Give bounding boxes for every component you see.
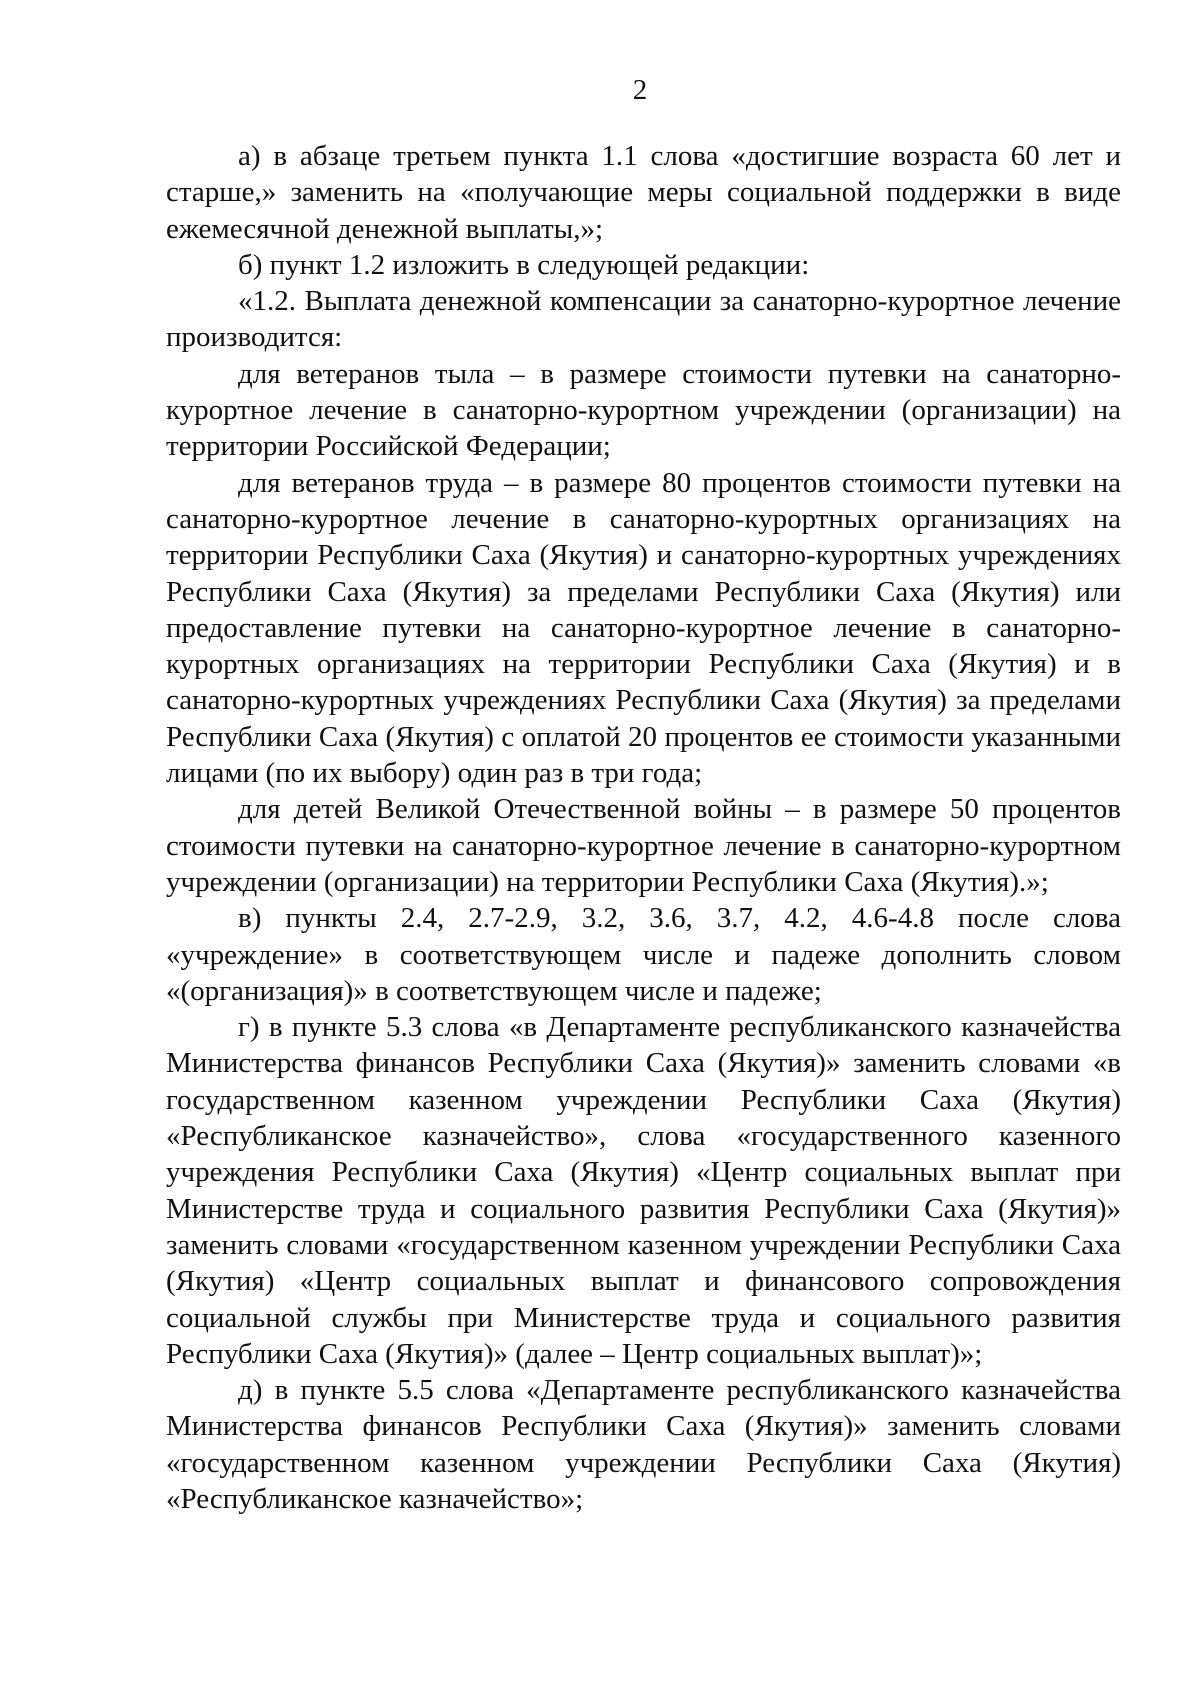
paragraph-war-children: для детей Великой Отечественной войны – в размере 50 процентов стоимости путевки на санаторно-курортное лечение в санаторно-курортном учреждении (организации) на территории Республики Саха (Якутия).»; <box>166 793 1121 898</box>
paragraph-g: г) в пункте 5.3 слова «в Департаменте республиканского казначейства Министерства финансов Республики Саха (Якутия)» заменить словами «в государственном казенном учреждении Республики Саха (Якутия) «Республиканское казначейство», слова «государственного казенного учреждения Республики Саха (Якутия) «Центр социальных выплат при Министерстве труда и социального развития Республики Саха (Якутия)» заменить словами «государственном казенном учреждении Республики Саха (Якутия) «Центр социальных выплат и финансового сопровождения социальной службы при Министерстве труда и социального развития Республики Саха (Якутия)» (далее – Центр социальных выплат)»; <box>166 1011 1121 1370</box>
paragraph-b: б) пункт 1.2 изложить в следующей редакции: <box>238 248 810 281</box>
paragraph-rear-veterans: для ветеранов тыла – в размере стоимости путевки на санаторно-курортное лечение в санаторно-курортном учреждении (организации) на территории Российской Федерации; <box>166 357 1121 463</box>
paragraph-labor-veterans: для ветеранов труда – в размере 80 процентов стоимости путевки на санаторно-курортное лечение в санаторно-курортных организациях на территории Республики Саха (Якутия) и санаторно-курортных учреждениях Республики Саха (Якутия) за пределами Республики Саха (Якутия) или предоставление путевки на санаторно-курортное лечение в санаторно-курортных организациях на территории Республики Саха (Якутия) и в санаторно-курортных учреждениях Республики Саха (Якутия) за пределами Республики Саха (Якутия) с оплатой 20 процентов ее стоимости указанными лицами (по их выбору) один раз в три года; <box>166 466 1121 790</box>
paragraph-a: а) в абзаце третьем пункта 1.1 слова «достигшие возраста 60 лет и старше,» заменить на «получающие меры социальной поддержки в виде ежемесячной денежной выплаты,»; <box>166 140 1121 245</box>
paragraph-v: в) пункты 2.4, 2.7-2.9, 3.2, 3.6, 3.7, 4.2, 4.6-4.8 после слова «учреждение» в соответствующем числе и падеже дополнить словом «(организация)» в соответствующем числе и падеже; <box>166 902 1121 1007</box>
page-number: 2 <box>632 74 648 106</box>
paragraph-d: д) в пункте 5.5 слова «Департаменте республиканского казначейства Министерства финансов Республики Саха (Якутия)» заменить словами «государственном казенном учреждении Республики Саха (Якутия) «Республиканское казначейство»; <box>166 1374 1121 1515</box>
paragraph-1-2-intro: «1.2. Выплата денежной компенсации за санаторно-курортное лечение производится: <box>166 285 1121 354</box>
document-body <box>166 138 1121 1517</box>
